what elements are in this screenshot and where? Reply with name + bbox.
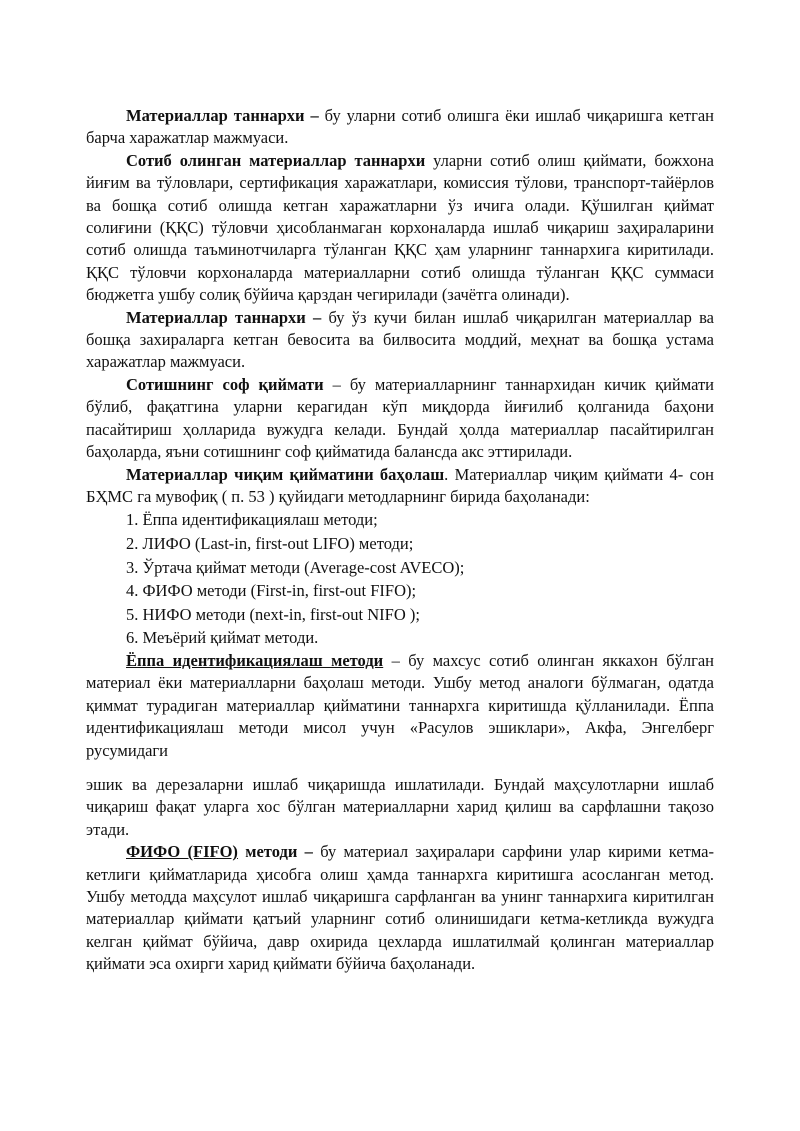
paragraph-purchased-materials-cost	[86, 150, 714, 307]
definition-text: бу уларни сотиб олишга ёки ишлаб чиқаришга кетган барча харажатлар мажмуаси.	[86, 106, 714, 148]
definition-text: . Материаллар чиқим қиймати 4- сон БҲМС га мувофиқ ( п. 53 ) қуйидаги методларнинг бирида баҳоланади:	[86, 464, 714, 506]
list-item: 6. Меъёрий қиймат методи.	[126, 628, 319, 648]
paragraph-issue-valuation	[86, 464, 714, 509]
definition-text: бу ўз кучи билан ишлаб чиқарилган материаллар ва бошқа захираларга кетган бевосита ва билвосита моддий, меҳнат ва бошқа устама харажатлар мажмуаси.	[86, 307, 714, 372]
paragraph-net-realizable-value	[86, 374, 714, 464]
paragraph-specific-identification-continued	[86, 774, 714, 841]
paragraph-specific-identification	[86, 650, 714, 762]
definition-text: уларни сотиб олиш қиймати, божхона йиғим ва тўловлари, сертификация харажатлари, комиссия тўлови, транспорт-тайёрлов ва бошқа сотиб олишда кетган харажатларни ўз ичига олади. Қўшилган қиймат солиғини (ҚҚС) тўловчи ҳисобланмаган корхоналарда ишлаб чиқариш заҳираларини сотиб олишда таъминотчиларга тўланган ҚҚС ҳам уларнинг таннархига киритилади. ҚҚС тўловчи корхоналарда материалларни сотиб олишда тўланган ҚҚС суммаси бюджетга ушбу солиқ бўйича қарздан чегирилади (зачётга олинади).	[86, 150, 714, 305]
term-fifo: ФИФО (FIFO)	[126, 842, 238, 862]
paragraph-materials-cost	[86, 105, 714, 150]
term-materials-cost: Материаллар таннархи –	[126, 307, 322, 327]
paragraph-own-materials-cost	[86, 307, 714, 374]
term-method-suffix: методи –	[237, 842, 313, 862]
paragraph-gap	[86, 762, 714, 774]
term-net-realizable-value: Сотишнинг соф қиймати	[126, 374, 324, 394]
definition-text: – бу махсус сотиб олинган яккахон бўлган материал ёки материалларни баҳолаш методи. Ушбу метод аналоги бўлмаган, одатда қиммат турадиган материаллар қийматини таннархга киритишда қўлланилади. Ёппа идентификациялаш методи мисол учун «Расулов эшиклари», Акфа, Энгелберг русумидаги	[86, 650, 715, 760]
paragraph-text: эшик ва дерезаларни ишлаб чиқаришда ишлатилади. Бундай маҳсулотларни ишлаб чиқариш фақат уларга хос бўлган материалларни харид қилиш ва сарфлашни тақозо этади.	[86, 774, 714, 839]
list-item: 1. Ёппа идентификациялаш методи;	[126, 510, 378, 530]
term-specific-identification: Ёппа идентификациялаш методи	[126, 650, 384, 670]
document-body	[86, 105, 714, 976]
term-purchased-materials-cost: Сотиб олинган материаллар таннархи	[126, 150, 426, 170]
term-issue-valuation: Материаллар чиқим қийматини баҳолаш	[126, 464, 445, 484]
methods-list	[86, 508, 714, 650]
list-item: 5. НИФО методи (next-in, first-out NIFO );	[126, 604, 420, 624]
term-materials-cost: Материаллар таннархи –	[126, 106, 319, 125]
list-item: 4. ФИФО методи (First-in, first-out FIFO);	[126, 581, 417, 601]
list-item: 2. ЛИФО (Last-in, first-out LIFO) методи;	[126, 533, 414, 553]
definition-text: – бу материалларнинг таннархидан кичик қиймати бўлиб, фақатгина уларни керагидан кўп миқдорда йиғилиб қолганида баҳони пасайтириш ҳолларида вужудга келади. Бундай ҳолда материаллар пасайтирилган баҳоларда, яъни сотишнинг соф қийматида балансда акс эттирилади.	[86, 374, 715, 462]
list-item: 3. Ўртача қиймат методи (Average-cost AVECO);	[126, 557, 465, 577]
paragraph-fifo-method	[86, 841, 714, 975]
definition-text: бу материал заҳиралари сарфини улар кирими кетма-кетлиги қийматларида ҳисобга олиш ҳамда таннархга киритишга асосланган метод. Ушбу методда маҳсулот ишлаб чиқаришга сарфланган ва унинг таннархига киритилган материаллар қиймати қатъий уларнинг сотиб олинишидаги кетма-кетликда вужудга келган қиймат бўйича, давр охирида цехларда ишлатилмай қолинган материаллар қиймати эса охирги харид қиймати бўйича баҳоланади.	[86, 842, 714, 974]
